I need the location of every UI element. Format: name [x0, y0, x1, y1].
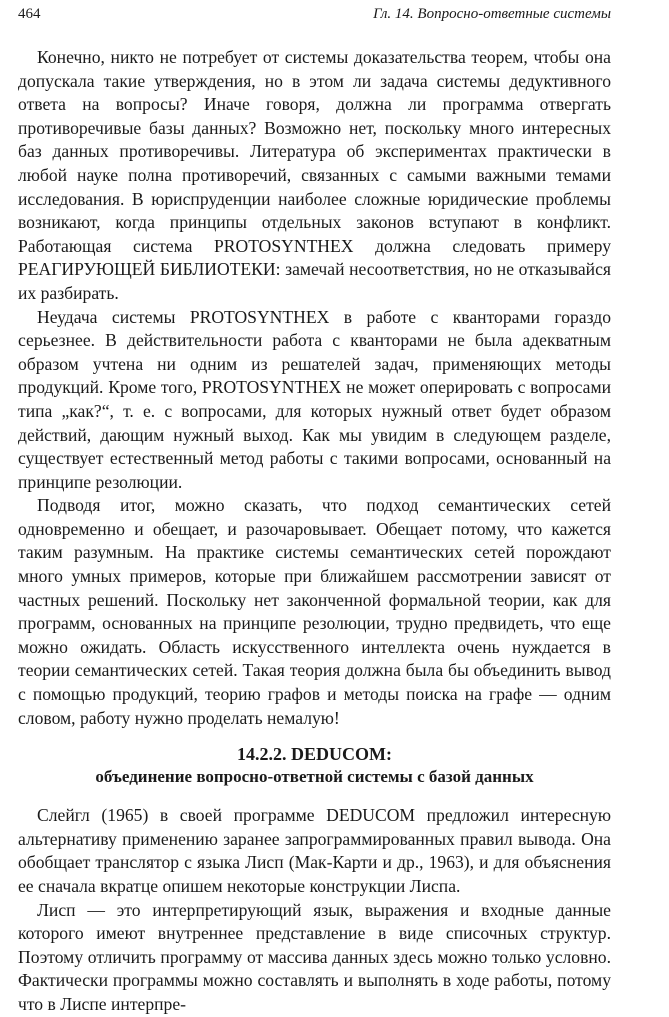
- paragraph-lisp: Лисп — это интерпретирующий язык, выражения и входные данные которого имеют внутреннее представление в виде списочных структур. Поэтому отличить программу от массива данных здесь можно только условно. Фактически программы можно составлять и выполнять в ходе работы, потому что в Лиспе интерпре-: [18, 899, 611, 1014]
- section-heading: [18, 742, 611, 788]
- paragraph-deducom: Слейгл (1965) в своей программе DEDUCOM предложил интересную альтернативу применению заранее запрограммированных правил вывода. Она обобщает транслятор с языка Лисп (Мак-Карти и др., 1963), и для объяснения ее сначала вкратце опишем некоторые конструкции Лиспа.: [18, 805, 611, 896]
- page-header: [18, 6, 611, 28]
- section-subtitle: объединение вопросно-ответной системы с базой данных: [95, 767, 534, 787]
- paragraph-summary: Подводя итог, можно сказать, что подход семантических сетей одновременно и обещает, и разочаровывает. Обещает потому, что кажется таким разумным. На практике системы семантических сетей порождают много умных примеров, которые при ближайшем рассмотрении зависят от частных решений. Поскольку нет законченной формальной теории, как для программ, основанных на принципе резолюции, трудно предвидеть, что еще можно ожидать. Область искусственного интеллекта очень нуждается в теории семантических сетей. Такая теория должна была бы объединить вывод с помощью продукций, теорию графов и методы поиска на графе — одним словом, работу нужно проделать немалую!: [18, 495, 611, 728]
- section-number-title: 14.2.2. DEDUCOM:: [237, 744, 392, 765]
- paragraph-contradictions: Конечно, никто не потребует от системы доказательства теорем, чтобы она допускала такие утверждения, но в этом ли задача системы дедуктивного ответа на вопросы? Иначе говоря, должна ли программа отвергать противоречивые базы данных? Возможно нет, поскольку много интересных баз данных противоречивы. Литература об экспериментах практически в любой науке полна противоречий, связанных с самыми важными темами исследования. В юриспруденции наиболее сложные юридические проблемы возникают, когда принципы отдельных законов вступают в конфликт. Работающая система PROTOSYNTHEX должна следовать примеру РЕАГИРУЮЩЕЙ БИБЛИОТЕКИ: замечай несоответствия, но не отказывайся их разбирать.: [18, 47, 611, 303]
- running-title: Гл. 14. Вопросно-ответные системы: [373, 6, 611, 22]
- page-number: 464: [18, 6, 41, 22]
- page-body: [18, 46, 611, 1017]
- paragraph-quantifiers: Неудача системы PROTOSYNTHEX в работе с кванторами гораздо серьезнее. В действительности работа с кванторами не была адекватным образом учтена ни одним из решателей задач, применяющих методы продукций. Кроме того, PROTOSYNTHEX не может оперировать с вопросами типа „как?“, т. е. с вопросами, для которых нужный ответ будет образом действий, дающим нужный выход. Как мы увидим в следующем разделе, существует естественный метод работы с такими вопросами, основанный на принципе резолюции.: [18, 306, 611, 492]
